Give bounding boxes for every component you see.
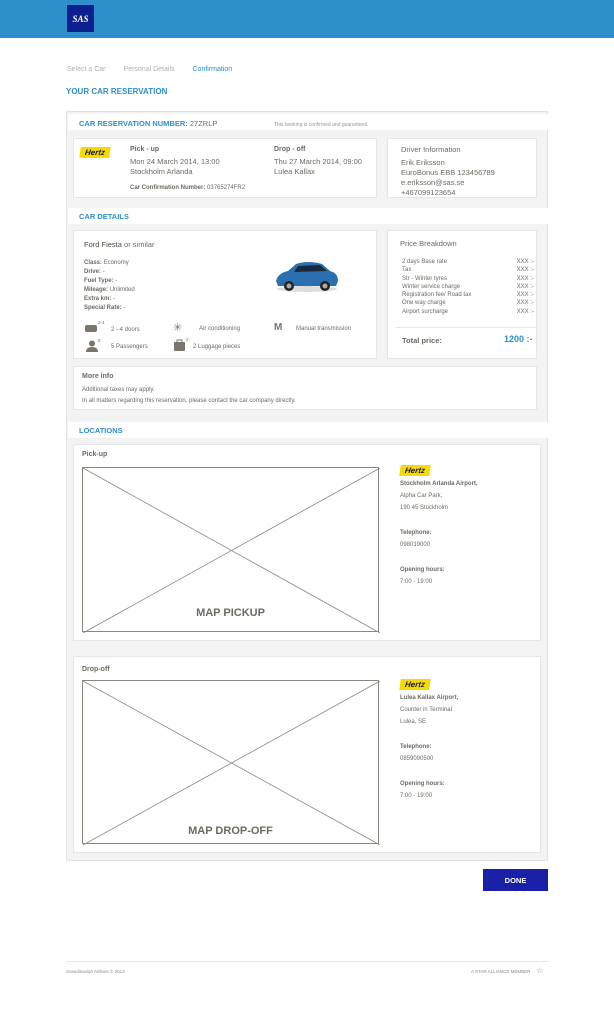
driver-name: Erik Eriksson [401,158,445,167]
car-model: Ford Fiesta [84,240,122,249]
dropoff-telephone: 0859090500 [400,756,434,762]
star-alliance-text[interactable]: A STAR ALLIANCE MEMBER [471,969,531,974]
more-info-line1: Additional taxes may apply. [82,387,155,393]
map-placeholder-cross [83,681,380,845]
price-row: Registration fee/ Road tax XXX :- [402,292,534,299]
sas-logo[interactable]: SAS [67,5,94,32]
price-row: Winter service charge XXX :- [402,283,534,290]
dropoff-telephone-label: Telephone: [400,744,432,750]
dropoff-map[interactable] [82,680,379,844]
pickup-location-card [73,444,541,641]
pickup-address2: 190 45 Stockholm [400,505,449,511]
pickup-telephone: 098019000 [400,542,431,548]
step-select-car[interactable]: Select a Car [67,66,106,73]
top-header-bar [0,0,614,38]
total-price-value: 1200 :- [504,334,533,344]
driver-info-card [387,138,537,198]
pickup-map[interactable] [82,467,379,632]
price-row: Str - Winter tyres XXX :- [402,275,534,282]
price-divider [396,327,536,328]
reservation-number-label: CAR RESERVATION NUMBER: [79,119,188,128]
driver-email[interactable]: e.eriksson@sas.se [401,178,465,187]
price-row: One way charge XXX :- [402,300,534,307]
pickup-location-title: Pick-up [82,451,108,458]
transmission-label: Manual transmission [296,326,352,332]
confirmation-number-label: Car Confirmation Number: [130,185,206,191]
car-details-title: CAR DETAILS [79,212,129,221]
driver-phone: +467099123654 [401,188,456,197]
pickup-title: Pick - up [130,146,160,153]
pickup-address1: Alpha Car Park, [400,493,443,499]
dropoff-location-name: Lulea Kallax Airport, [400,695,459,701]
doors-superscript: 2-4 [98,320,105,325]
price-row: 2 days Base rate XXX :- [402,259,534,265]
dropoff-hours-label: Opening hours: [400,781,445,787]
hertz-logo: Hertz [399,679,431,690]
dropoff-address1: Counter in Terminal [400,707,452,713]
car-details-card [73,230,377,359]
dropoff-location-title: Drop-off [82,666,110,673]
luggage-icon [173,339,186,352]
step-confirmation: Confirmation [192,66,233,73]
reservation-number-header [68,114,548,130]
hertz-logo: Hertz [399,465,431,476]
passenger-icon [86,340,98,352]
reservation-number: 27ZRLP [189,119,218,128]
car-details-header [68,208,548,224]
car-specs: Class: Economy Drive: - Fuel Type: - Mileage: Unlimited Extra km: - Special Rate: - [84,260,135,311]
dropoff-address2: Lulea, SE [400,719,427,725]
done-button[interactable]: DONE [483,869,548,891]
pickup-telephone-label: Telephone: [400,530,432,536]
price-row: Airport surcharge XXX :- [402,308,534,315]
dropoff-place: Lulea Kallax [274,167,315,176]
luggage-label: 2 Luggage pieces [193,344,241,350]
footer-divider [66,961,548,962]
hertz-logo: Hertz [79,147,111,158]
pickup-dropoff-card [73,138,377,198]
manual-transmission-icon: M [274,322,283,333]
driver-eurobonus: EuroBonus EBB 123456789 [401,168,495,177]
price-rows [402,258,534,316]
driver-info-title: Driver Information [401,145,461,154]
total-price-label: Total price: [402,336,442,345]
dropoff-date: Thu 27 March 2014, 09:00 [274,157,362,166]
dropoff-hours: 7:00 - 19:00 [400,793,433,799]
confirmation-number: 03765274FR2 [207,185,246,191]
snowflake-icon: ✳ [173,322,183,334]
passengers-label: 5 Passengers [111,344,148,350]
car-door-icon [84,323,98,333]
page-title: YOUR CAR RESERVATION [66,87,168,96]
pickup-place: Stockholm Arlanda [130,167,193,176]
price-breakdown-title: Price Breakdown [400,239,457,248]
locations-header [68,422,548,438]
pickup-hours: 7:00 - 19:00 [400,579,433,585]
reservation-container [66,111,548,861]
more-info-title: More info [82,373,114,380]
booking-confirmed-note: This booking is confirmed and guaranteed. [274,122,369,128]
locations-title: LOCATIONS [79,426,123,435]
price-breakdown-card [387,230,537,359]
star-alliance-icon: ☆ [536,966,544,975]
dropoff-map-label: MAP DROP-OFF [188,825,273,837]
luggage-superscript: 2 [186,337,189,342]
dropoff-location-card [73,656,541,853]
price-row: Tax XXX :- [402,267,534,274]
pickup-hours-label: Opening hours: [400,567,445,573]
footer-copyright: Scandinavian Airlines © 2013 [66,969,125,974]
progress-steps [67,66,232,73]
dropoff-title: Drop - off [274,146,306,153]
car-similar: or similar [124,240,155,249]
doors-label: 2 - 4 doors [111,327,140,333]
air-conditioning-label: Air conditioning [199,326,241,332]
pickup-date: Mon 24 March 2014, 13:00 [130,157,220,166]
pickup-map-label: MAP PICKUP [196,607,265,619]
pickup-location-name: Stockholm Arlanda Airport, [400,481,478,487]
car-image [272,255,342,295]
more-info-card [73,366,537,410]
passengers-superscript: 5 [98,338,101,343]
step-personal-details[interactable]: Personal Details [123,66,175,73]
more-info-line2: In all matters regarding this reservation, please contact the car company directly. [82,398,296,404]
